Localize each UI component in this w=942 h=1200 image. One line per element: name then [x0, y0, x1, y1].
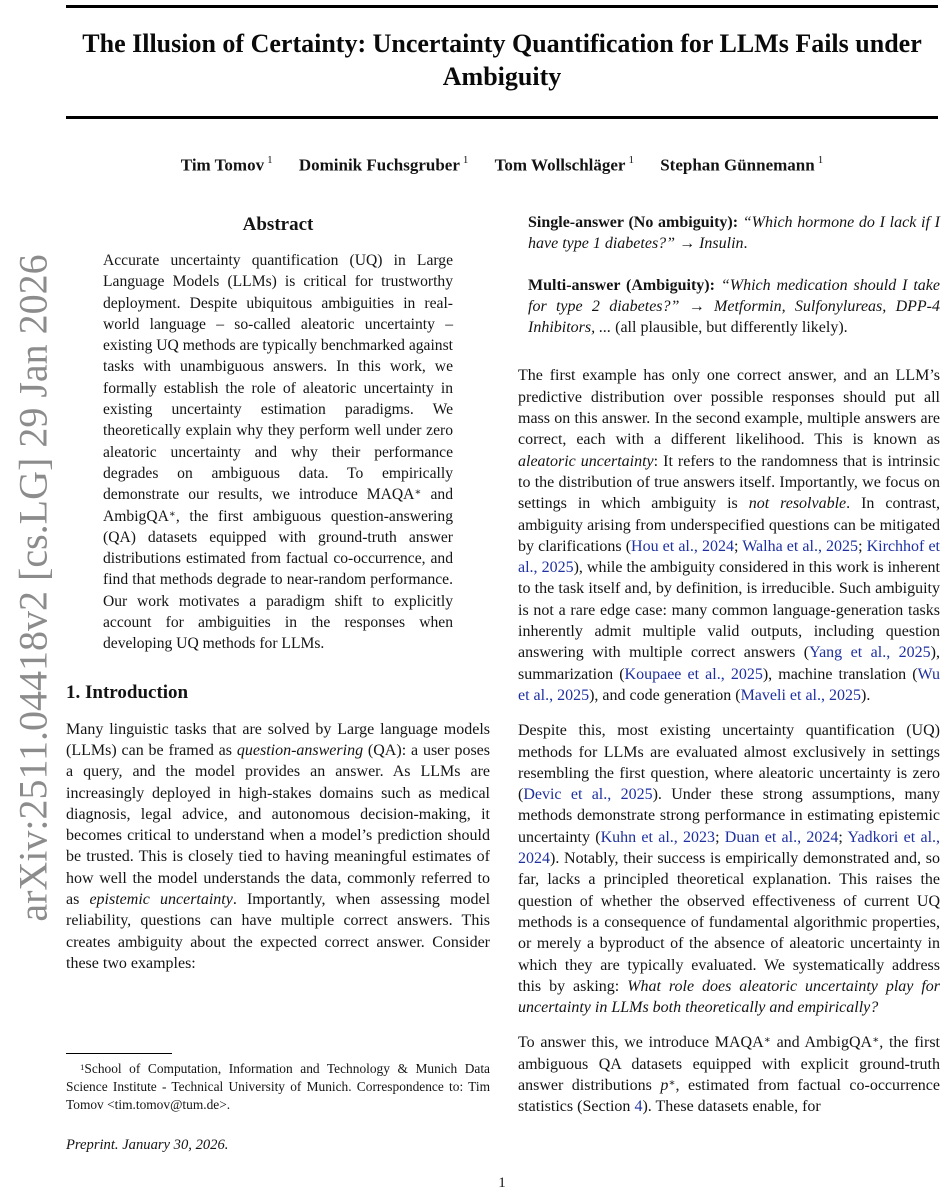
citation-link[interactable]: Kirchhof et al., 2025 [518, 537, 941, 577]
text-segment: Despite this, most existing uncertainty quantification (UQ) methods for LLMs are evaluated almost exclusively in settings resembling the first question, where aleatoric uncertainty is zero ( [518, 722, 940, 804]
affiliation-footnote [66, 1060, 490, 1113]
text-segment: not resolvable [748, 495, 847, 513]
text-segment: (QA): a user poses a query, and the model provides an answer. As LLMs are increasingly deployed in high-stakes domains such as medical diagnosis, legal advice, and autonomous decision-making, it becomes critical to understand when a model’s prediction should be trusted. This is closely tied to having meaningful estimates of how well the model understands the data, commonly referred to as [66, 741, 491, 909]
author-affiliation-mark: 1 [817, 154, 824, 166]
author [495, 155, 634, 176]
text-segment: ). Under these strong assumptions, many methods demonstrate strong performance in estimating epistemic uncertainty ( [518, 786, 941, 846]
text-segment: Accurate uncertainty quantification (UQ) in Large Language Models (LLMs) is critical for trustworthy deployment. Despite ubiquitous ambiguities in real-world language – so-called aleatoric uncertainty – existing UQ methods are typically benchmarked against tasks with unambiguous answers. In this work, we formally establish the role of aleatoric uncertainty in existing uncertainty estimation paradigms. We theoretically explain why they perform well under zero aleatoric uncertainty and why their performance degrades on ambiguous data. To empirically demonstrate our results, we introduce MAQA [103, 252, 453, 504]
title-rule-top [66, 5, 938, 8]
page-number: 1 [498, 1175, 506, 1191]
citation-link[interactable]: Duan et al., 2024 [724, 828, 839, 846]
paragraph-introducing-datasets [518, 1032, 940, 1117]
text-segment: → [675, 235, 700, 253]
text-segment: ; [715, 828, 725, 846]
citation-link[interactable]: Walha et al., 2025 [742, 537, 859, 555]
example-single-answer [528, 212, 940, 255]
text-segment: ), machine translation ( [762, 665, 918, 683]
text-segment: (all plausible, but differently likely). [611, 319, 848, 337]
intro-paragraph [66, 719, 490, 975]
right-column [518, 212, 940, 1132]
text-segment: ). Notably, their success is empirically demonstrated and, so far, lacks a principled theoretical explanation. This raises the question of whether the observed effectiveness of current UQ methods is a consequence of fundamental algorithmic properties, or merely a byproduct of the absence of aleatoric uncertainty in which they are typically evaluated. We systematically address this by asking: [518, 850, 940, 995]
footnote-rule [66, 1053, 172, 1054]
text-segment: ). [861, 686, 871, 704]
text-segment: , estimated from factual co-occurrence statistics (Section [518, 1076, 940, 1116]
text-segment: . In contrast, ambiguity arising from underspecified questions can be mitigated by clarifications ( [518, 495, 941, 555]
arxiv-stamp: arXiv:2511.04418v2 [cs.LG] 29 Jan 2026 [10, 254, 56, 922]
author-affiliation-mark: 1 [462, 154, 469, 166]
abstract-heading: Abstract [242, 214, 314, 235]
title-rule-bottom [66, 116, 938, 119]
citation-link[interactable]: Wu et al., 2025 [518, 665, 940, 704]
text-segment: ), and code generation ( [589, 686, 741, 704]
text-segment: ). These datasets enable, for [642, 1098, 821, 1116]
author-name: Tim Tomov [180, 155, 265, 175]
text-segment: : It refers to the randomness that is intrinsic to the distribution of true answers itself. Importantly, we focus on settings in which ambiguity is [518, 452, 940, 513]
text-segment: ∗ [872, 1035, 880, 1047]
citation-link[interactable]: Maveli et al., 2025 [740, 686, 861, 704]
text-segment: , the first ambiguous QA datasets equipped with explicit ground-truth answer distributions [518, 1034, 940, 1094]
author-name: Stephan Günnemann [660, 155, 815, 175]
text-segment: and AmbigQA [103, 486, 453, 525]
text-segment: , the first ambiguous question-answering (QA) datasets equipped with ground-truth answer distributions estimated from factual co-occurrence, and find that methods degrade to near-random performance. Our work motivates a paradigm shift to explicitly account for ambiguities in the responses when developing UQ methods for LLMs. [103, 507, 453, 653]
text-segment: ), while the ambiguity considered in this work is inherent to the task itself and, by definition, is irreducible. Such ambiguity is not a rare edge case: many common language-generation tasks inherently admit multiple valid outputs, including question answering with multiple correct answers ( [518, 559, 940, 662]
text-segment: question-answering [236, 741, 364, 759]
author [299, 155, 469, 176]
text-segment: . Importantly, when assessing model reliability, questions can have multiple correct answers. This creates ambiguity about the expected correct answer. Consider these two examples: [66, 891, 491, 972]
paper-title [66, 27, 938, 93]
citation-link[interactable]: Kuhn et al., 2023 [600, 828, 716, 846]
author-list [66, 155, 938, 176]
text-segment: ; [858, 537, 867, 555]
paragraph-aleatoric-uncertainty [518, 365, 940, 706]
text-segment: . [743, 235, 748, 253]
text-segment: ∗ [668, 1077, 676, 1089]
text-segment: → [679, 297, 715, 315]
text-segment: What role does aleatoric uncertainty play for uncertainty in LLMs both theoretically and empirically? [518, 977, 940, 1017]
text-segment: Multi-answer (Ambiguity): [528, 276, 721, 294]
citation-link[interactable]: Hou et al., 2024 [631, 537, 734, 555]
example-multi-answer [528, 275, 940, 339]
text-segment: School of Computation, Information and Technology & Munich Data Science Institute - Technical University of Munich. Correspondence to: Tim Tomov <tim.tomov@tum.de>. [66, 1061, 490, 1112]
text-segment: aleatoric uncertainty [518, 452, 654, 470]
footnote-block [66, 1053, 490, 1113]
author [660, 155, 823, 176]
citation-link[interactable]: Devic et al., 2025 [523, 786, 653, 804]
text-segment: Single-answer (No ambiguity): [528, 214, 743, 231]
text-segment: Many linguistic tasks that are solved by Large language models (LLMs) can be framed as [66, 720, 490, 759]
text-segment: Insulin [699, 235, 744, 253]
text-segment: ∗ [168, 508, 176, 520]
paper-title-line-1: The Illusion of Certainty: Uncertainty Quantification for LLMs Fails under [82, 29, 922, 58]
citation-link[interactable]: Yang et al., 2025 [809, 644, 931, 662]
text-segment: “Which hormone do I lack if I have type 1 diabetes?” [528, 214, 940, 253]
author-name: Dominik Fuchsgruber [298, 155, 460, 175]
text-segment: ), summarization ( [518, 644, 940, 683]
citation-link[interactable]: 4 [634, 1098, 643, 1116]
text-segment: The first example has only one correct answer, and an LLM’s predictive distribution over possible responses should put all mass on this answer. In the second example, multiple answers are correct, each with a different likelihood. This is known as [518, 367, 940, 449]
text-segment: and AmbigQA [770, 1034, 873, 1052]
text-segment: “Which medication should I take for type 2 diabetes?” [528, 276, 940, 315]
text-segment: p [660, 1076, 669, 1094]
text-segment: ∗ [763, 1035, 771, 1047]
author-name: Tom Wollschläger [494, 155, 626, 175]
citation-link[interactable]: Yadkori et al., 2024 [518, 828, 941, 868]
text-segment: epistemic uncertainty [89, 891, 233, 909]
text-segment: ; [733, 537, 743, 555]
author-affiliation-mark: 1 [628, 154, 634, 166]
left-column [66, 212, 490, 988]
text-segment: ∗ [414, 487, 422, 499]
text-segment: To answer this, we introduce MAQA [518, 1034, 764, 1052]
paper-title-line-2: Ambiguity [442, 62, 562, 91]
author [181, 155, 273, 176]
citation-link[interactable]: Koupaee et al., 2025 [624, 665, 763, 683]
paragraph-existing-uq-methods [518, 720, 940, 1018]
text-segment: Metformin, Sulfonylureas, DPP-4 Inhibitors, ... [528, 297, 940, 337]
section-heading-introduction: 1. Introduction [66, 681, 189, 703]
author-affiliation-mark: 1 [267, 154, 273, 166]
text-segment: 1 [80, 1061, 85, 1072]
abstract-text [103, 250, 453, 655]
preprint-note: Preprint. January 30, 2026. [66, 1137, 229, 1153]
text-segment: ; [838, 828, 848, 846]
